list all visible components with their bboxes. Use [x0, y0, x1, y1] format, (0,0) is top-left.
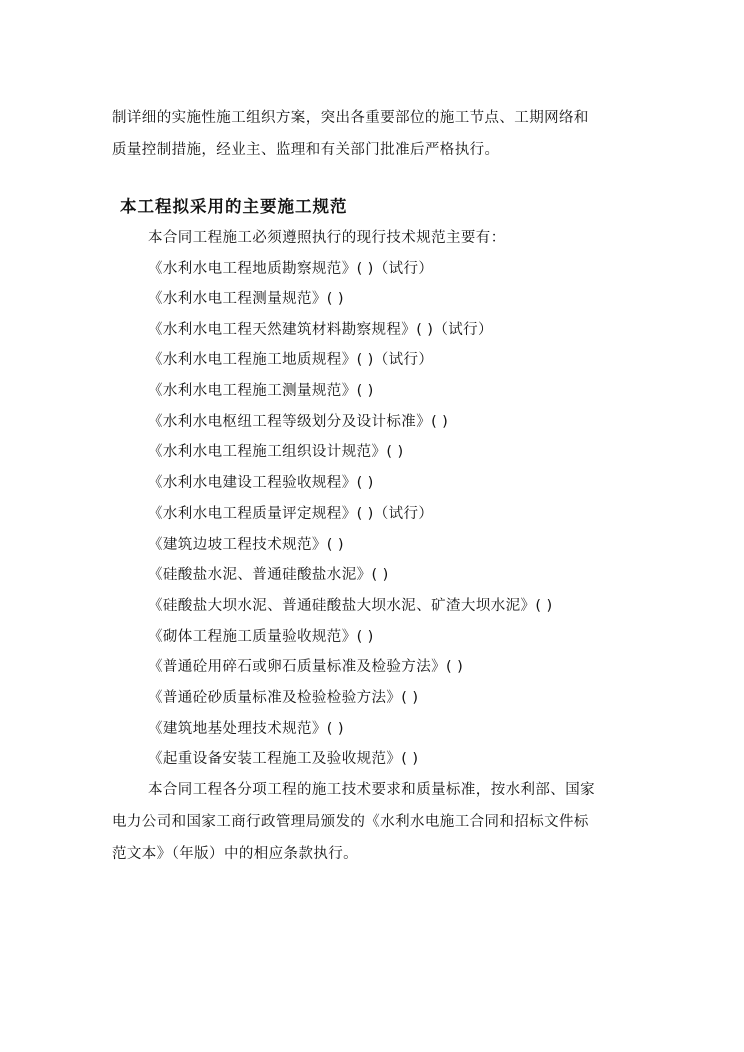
standard-item: 《水利水电工程地质勘察规范》( )（试行）: [148, 261, 434, 277]
standard-item: 《砌体工程施工质量验收规范》( ): [148, 629, 374, 645]
standard-item: 《普通砼用碎石或卵石质量标准及检验方法》( ): [148, 659, 464, 675]
section-lead: 本合同工程施工必须遵照执行的现行技术规范主要有：: [148, 230, 506, 246]
closing-line-3: 范文本》（年版）中的相应条款执行。: [112, 846, 359, 862]
standard-item: 《水利水电枢纽工程等级划分及设计标准》( ): [148, 414, 449, 430]
section-heading: 本工程拟采用的主要施工规范: [120, 197, 348, 216]
standard-item: 《硅酸盐大坝水泥、普通硅酸盐大坝水泥、矿渣大坝水泥》( ): [148, 598, 553, 614]
standard-item: 《水利水电工程测量规范》( ): [148, 291, 344, 307]
standard-item: 《硅酸盐水泥、普通硅酸盐水泥》( ): [148, 567, 389, 583]
intro-line-2: 质量控制措施，经业主、监理和有关部门批准后严格执行。: [112, 142, 500, 158]
standard-item: 《建筑地基处理技术规范》( ): [148, 721, 344, 737]
standard-item: 《水利水电工程天然建筑材料勘察规程》( )（试行）: [148, 322, 493, 338]
standard-item: 《水利水电工程质量评定规程》( )（试行）: [148, 506, 434, 522]
closing-line-1: 本合同工程各分项工程的施工技术要求和质量标准，按水利部、国家: [148, 782, 595, 798]
standard-item: 《普通砼砂质量标准及检验检验方法》( ): [148, 690, 419, 706]
standard-item: 《水利水电建设工程验收规程》( ): [148, 475, 374, 491]
standard-item: 《水利水电工程施工测量规范》( ): [148, 383, 374, 399]
closing-line-2: 电力公司和国家工商行政管理局颁发的《水利水电施工合同和招标文件标: [112, 814, 589, 830]
intro-line-1: 制详细的实施性施工组织方案，突出各重要部位的施工节点、工期网络和: [112, 110, 589, 126]
standard-item: 《建筑边坡工程技术规范》( ): [148, 537, 344, 553]
standard-item: 《水利水电工程施工组织设计规范》( ): [148, 444, 404, 460]
standard-item: 《水利水电工程施工地质规程》( )（试行）: [148, 352, 434, 368]
standard-item: 《起重设备安装工程施工及验收规范》( ): [148, 751, 419, 767]
